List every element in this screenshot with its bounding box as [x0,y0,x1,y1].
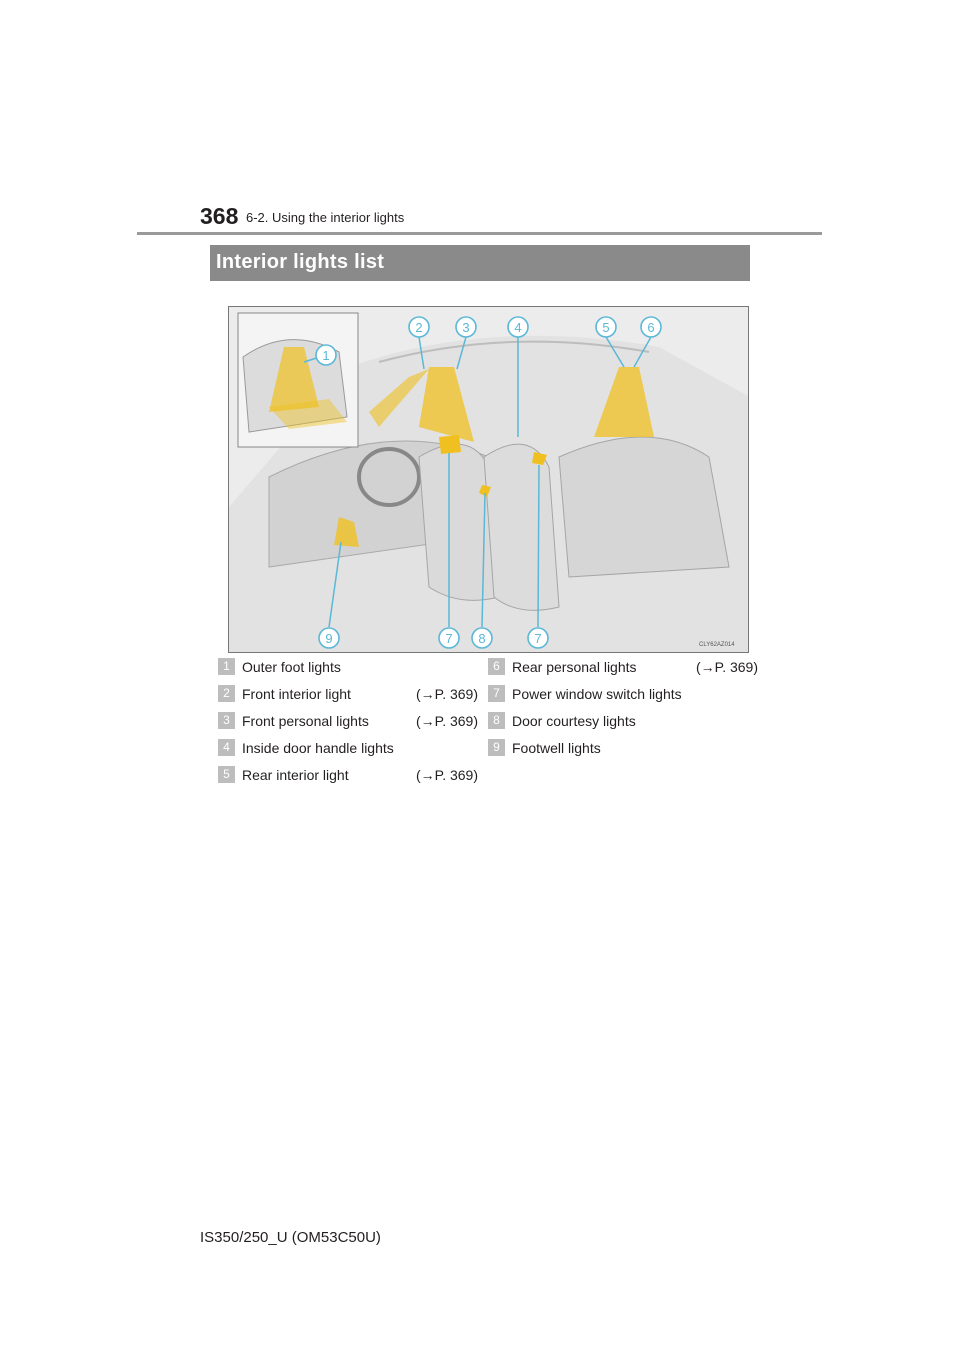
page-heading: Interior lights list [216,251,385,273]
legend-item [488,658,758,685]
number-badge: 9 [488,739,505,756]
inset-car-exterior [238,313,358,447]
number-badge: 1 [218,658,235,675]
svg-text:7: 7 [445,631,453,646]
svg-text:7: 7 [534,631,542,646]
svg-text:8: 8 [478,631,486,646]
legend-item [218,658,478,685]
page-number: 368 [200,203,239,229]
svg-text:1: 1 [322,348,330,363]
figure-code: CLY62AZ014 [699,642,735,648]
car-interior-drawing [229,307,749,653]
interior-lights-illustration [228,306,749,653]
legend-label: Door courtesy lights [512,713,636,729]
callout-5 [596,317,616,337]
callout-2 [409,317,429,337]
legend-item [218,766,478,793]
number-badge: 3 [218,712,235,729]
number-badge: 6 [488,658,505,675]
svg-text:9: 9 [325,631,333,646]
legend-label: Footwell lights [512,740,601,756]
svg-text:3: 3 [462,320,470,335]
callout-7-second [528,628,548,648]
number-badge: 4 [218,739,235,756]
callout-3 [456,317,476,337]
legend-label: Front interior light [242,686,351,702]
callout-7 [439,628,459,648]
svg-text:6: 6 [647,320,655,335]
svg-text:4: 4 [514,320,522,335]
legend-label: Inside door handle lights [242,740,394,756]
number-badge: 7 [488,685,505,702]
page-reference: (→P. 369) [416,713,478,729]
legend-label: Outer foot lights [242,659,341,675]
footer-model-code: IS350/250_U (OM53C50U) [200,1229,381,1246]
legend-item [218,712,478,739]
number-badge: 5 [218,766,235,783]
door-light-glow [439,435,461,454]
legend-item [488,739,758,766]
legend-item [218,739,478,766]
callout-1 [316,345,336,365]
legend-item [218,685,478,712]
header-divider [137,232,822,235]
callout-4 [508,317,528,337]
page-reference: (→P. 369) [416,686,478,702]
callout-6 [641,317,661,337]
legend-label: Power window switch lights [512,686,682,702]
heading-bar [210,245,750,281]
callout-8 [472,628,492,648]
legend-label: Rear interior light [242,767,349,783]
legend-column-left [218,658,478,793]
legend-label: Front personal lights [242,713,369,729]
legend-label: Rear personal lights [512,659,637,675]
legend-item [488,712,758,739]
legend-column-right [488,658,758,766]
number-badge: 8 [488,712,505,729]
page-reference: (→P. 369) [416,767,478,783]
legend-item [488,685,758,712]
callout-9 [319,628,339,648]
number-badge: 2 [218,685,235,702]
section-title: 6-2. Using the interior lights [246,210,405,225]
svg-text:2: 2 [415,320,423,335]
page-reference: (→P. 369) [696,659,758,675]
svg-text:5: 5 [602,320,610,335]
